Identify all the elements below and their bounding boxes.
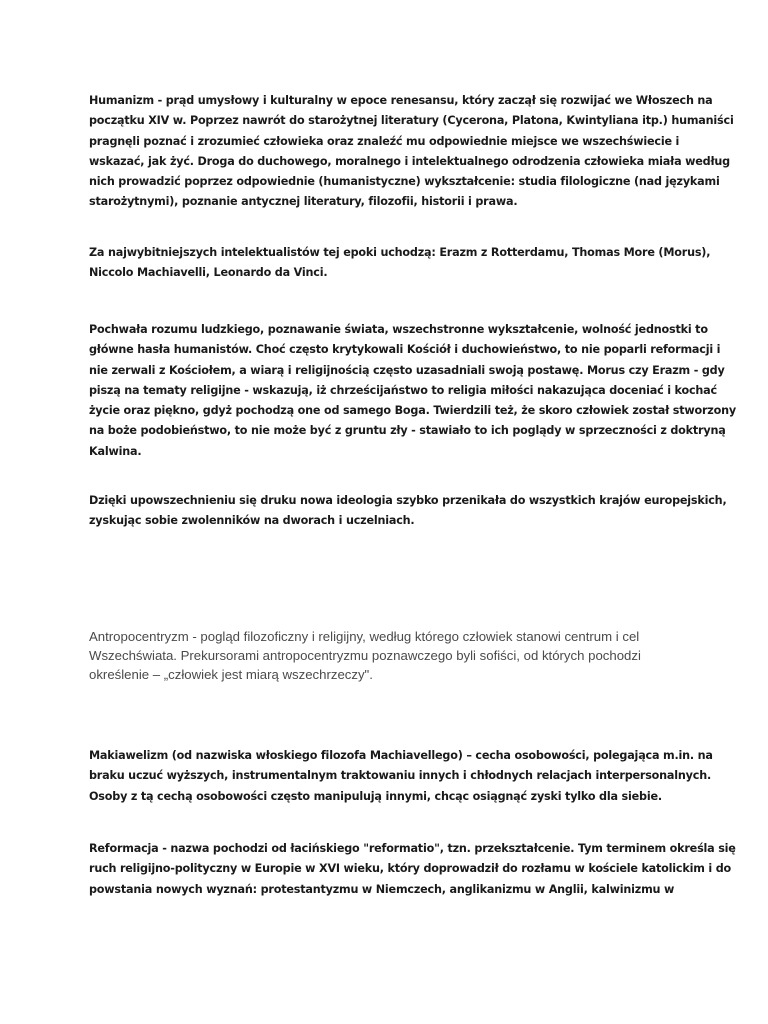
paragraph-pochwala <box>89 320 736 462</box>
text-line: życie oraz piękno, gdyż pochodzą one od samego Boga. Twierdzili też, że skoro człowiek został stworzony <box>89 404 736 418</box>
text-line: na boże podobieństwo, to nie może być z gruntu zły - stawiało to ich poglądy w sprzeczności z doktryną <box>89 424 726 438</box>
text-line: Pochwała rozumu ludzkiego, poznawanie świata, wszechstronne wykształcenie, wolność jednostki to <box>89 323 708 336</box>
text-line: zyskując sobie zwolenników na dworach i uczelniach. <box>89 514 415 528</box>
text-line: starożytnymi), poznanie antycznej literatury, filozofii, historii i prawa. <box>89 195 518 209</box>
text-line: Kalwina. <box>89 444 142 458</box>
text-line: Humanizm - prąd umysłowy i kulturalny w epoce renesansu, który zaczął się rozwijać we Włoszech na <box>89 94 713 107</box>
text-line: Makiawelizm (od nazwiska włoskiego filozofa Machiavellego) – cecha osobowości, polegająca m.in. na <box>89 749 713 762</box>
paragraph-druk <box>89 491 727 532</box>
text-line: nich prowadzić poprzez odpowiednie (humanistyczne) wykształcenie: studia filologiczne (nad językami <box>89 175 720 189</box>
text-line: ruch religijno-polityczny w Europie w XVI wieku, który doprowadził do rozłamu w kościele katolickim i do <box>89 862 732 876</box>
text-line: braku uczuć wyższych, instrumentalnym traktowaniu innych i chłodnych relacjach interpersonalnych. <box>89 769 712 783</box>
text-line: Osoby z tą cechą osobowości często manipulują innymi, chcąc osiągnąć zyski tylko dla siebie. <box>89 789 662 803</box>
text-line: powstania nowych wyznań: protestantyzmu w Niemczech, anglikanizmu w Anglii, kalwinizmu w <box>89 882 675 896</box>
text-line: nie zerwali z Kościołem, a wiarą i religijnością często uzasadniali swoją postawę. Morus czy Erazm - gdy <box>89 363 725 377</box>
text-line: Wszechświata. Prekursorami antropocentryzmu poznawczego byli sofiści, od których pochodzi <box>89 648 641 663</box>
text-line: Za najwybitniejszych intelektualistów tej epoki uchodzą: Erazm z Rotterdamu, Thomas More (Morus), <box>89 246 711 259</box>
paragraph-humanizm <box>89 91 734 213</box>
paragraph-antropocentryzm <box>89 627 689 684</box>
paragraph-reformacja <box>89 839 736 900</box>
text-line: określenie – „człowiek jest miarą wszechrzeczy". <box>89 667 373 682</box>
text-line: Dzięki upowszechnieniu się druku nowa ideologia szybko przenikała do wszystkich krajów europejskich, <box>89 494 727 507</box>
text-line: główne hasła humanistów. Choć często krytykowali Kościół i duchowieństwo, to nie poparli reformacji i <box>89 343 721 357</box>
text-line: piszą na tematy religijne - wskazują, iż chrześcijaństwo to religia miłości nakazująca doceniać i kochać <box>89 383 717 397</box>
text-line: Niccolo Machiavelli, Leonardo da Vinci. <box>89 266 328 280</box>
text-line: Reformacja - nazwa pochodzi od łacińskiego "reformatio", tzn. przekształcenie. Tym terminem określa się <box>89 842 736 855</box>
paragraph-intelektualisci <box>89 243 711 284</box>
text-line: wskazać, jak żyć. Droga do duchowego, moralnego i intelektualnego odrodzenia człowieka miała według <box>89 154 730 168</box>
text-line: Antropocentryzm - pogląd filozoficzny i religijny, według którego człowiek stanowi centrum i cel <box>89 629 640 644</box>
text-line: początku XIV w. Poprzez nawrót do starożytnej literatury (Cycerona, Platona, Kwintyliana itp.) humaniści <box>89 114 734 128</box>
text-line: pragnęli poznać i zrozumieć człowieka oraz znaleźć mu odpowiednie miejsce we wszechświecie i <box>89 134 680 148</box>
paragraph-makiawelizm <box>89 746 713 807</box>
